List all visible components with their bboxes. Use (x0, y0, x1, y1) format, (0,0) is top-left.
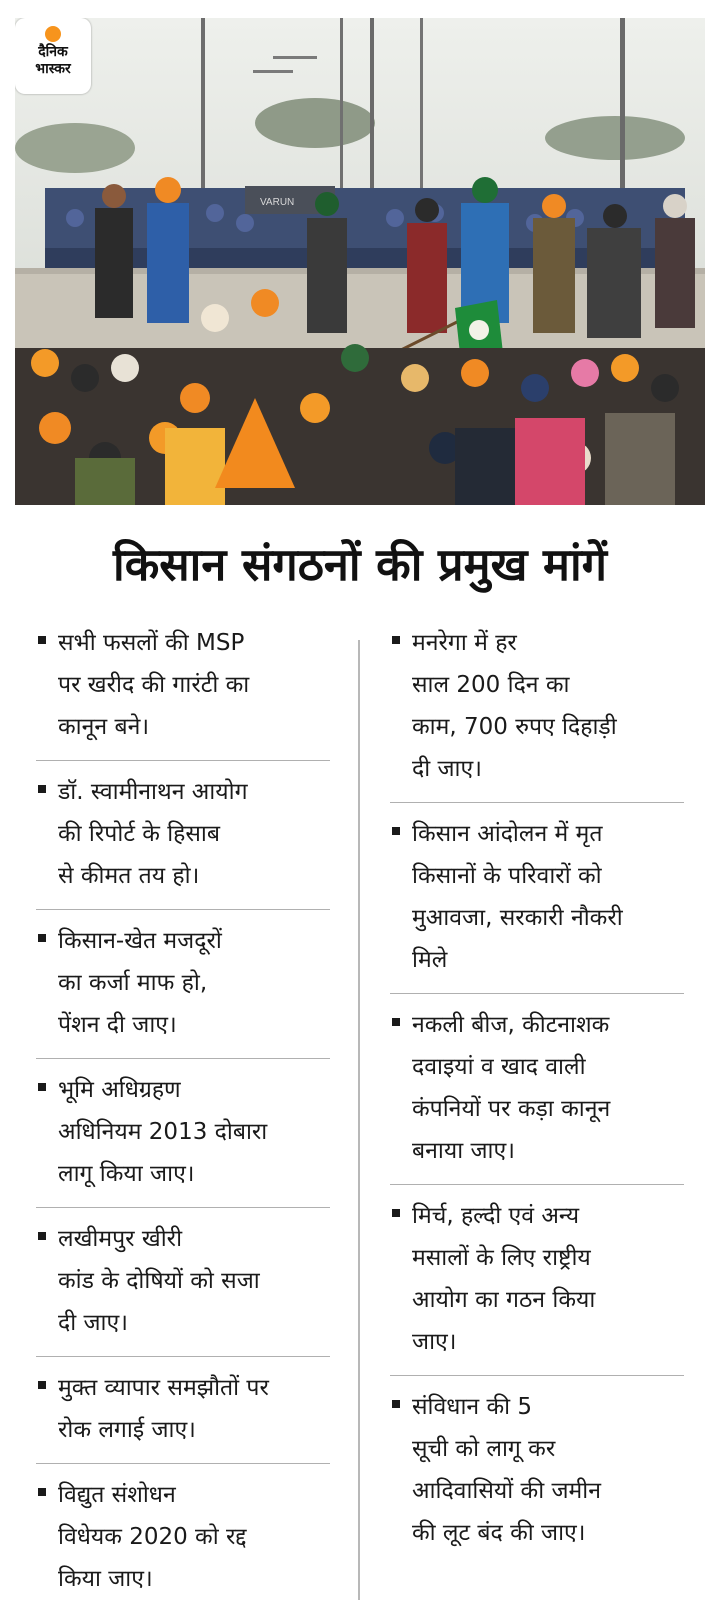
van-label: VARUN (260, 197, 295, 208)
headline: किसान संगठनों की प्रमुख मांगें (113, 538, 607, 591)
demand-text: सभी फसलों की MSP पर खरीद की गारंटी का कानून बने। (58, 630, 250, 740)
demand-item (36, 761, 330, 910)
bullet-icon (38, 1083, 46, 1091)
bullet-icon (392, 827, 400, 835)
demand-item (36, 910, 330, 1059)
demand-item (390, 612, 684, 803)
demand-text: किसान आंदोलन में मृत किसानों के परिवारों को मुआवजा, सरकारी नौकरी मिले (412, 821, 623, 973)
demand-text: लखीमपुर खीरी कांड के दोषियों को सजा दी जाए। (58, 1226, 260, 1336)
demand-item (36, 1208, 330, 1357)
bullet-icon (392, 636, 400, 644)
demand-text: मुक्त व्यापार समझौतों पर रोक लगाई जाए। (58, 1375, 269, 1443)
right-demands-column (390, 612, 684, 1566)
dainik-bhaskar-logo (15, 18, 91, 94)
demand-text: भूमि अधिग्रहण अधिनियम 2013 दोबारा लागू किया जाए। (58, 1077, 268, 1187)
bullet-icon (392, 1209, 400, 1217)
demand-text: संविधान की 5 सूची को लागू कर आदिवासियों की जमीन की लूट बंद की जाए। (412, 1394, 602, 1546)
sun-icon (45, 26, 61, 42)
logo-line2: भास्कर (35, 61, 71, 77)
demand-text: किसान-खेत मजदूरों का कर्जा माफ हो, पेंशन दी जाए। (58, 928, 222, 1038)
bullet-icon (38, 785, 46, 793)
demand-item (390, 1185, 684, 1376)
demand-item (390, 1376, 684, 1566)
demand-text: विद्युत संशोधन विधेयक 2020 को रद्द किया जाए। (58, 1482, 247, 1592)
demand-text: डॉ. स्वामीनाथन आयोग की रिपोर्ट के हिसाब से कीमत तय हो। (58, 779, 248, 889)
demand-item (36, 1357, 330, 1464)
demand-item (36, 612, 330, 761)
column-divider (358, 640, 360, 1600)
demand-item (390, 994, 684, 1185)
bullet-icon (392, 1018, 400, 1026)
bullet-icon (38, 1488, 46, 1496)
bullet-icon (38, 636, 46, 644)
protest-scene (15, 18, 705, 505)
bullet-icon (392, 1400, 400, 1408)
demand-item (36, 1464, 330, 1612)
protest-photo (15, 18, 705, 505)
demand-text: मिर्च, हल्दी एवं अन्य मसालों के लिए राष्ट्रीय आयोग का गठन किया जाए। (412, 1203, 596, 1355)
demand-text: मनरेगा में हर साल 200 दिन का काम, 700 रुपए दिहाड़ी दी जाए। (412, 630, 617, 782)
bullet-icon (38, 1381, 46, 1389)
logo-line1: दैनिक (38, 44, 68, 60)
demand-text: नकली बीज, कीटनाशक दवाइयां व खाद वाली कंपनियों पर कड़ा कानून बनाया जाए। (412, 1012, 611, 1164)
bullet-icon (38, 934, 46, 942)
demand-item (36, 1059, 330, 1208)
bullet-icon (38, 1232, 46, 1240)
demand-item (390, 803, 684, 994)
left-demands-column (36, 612, 330, 1612)
